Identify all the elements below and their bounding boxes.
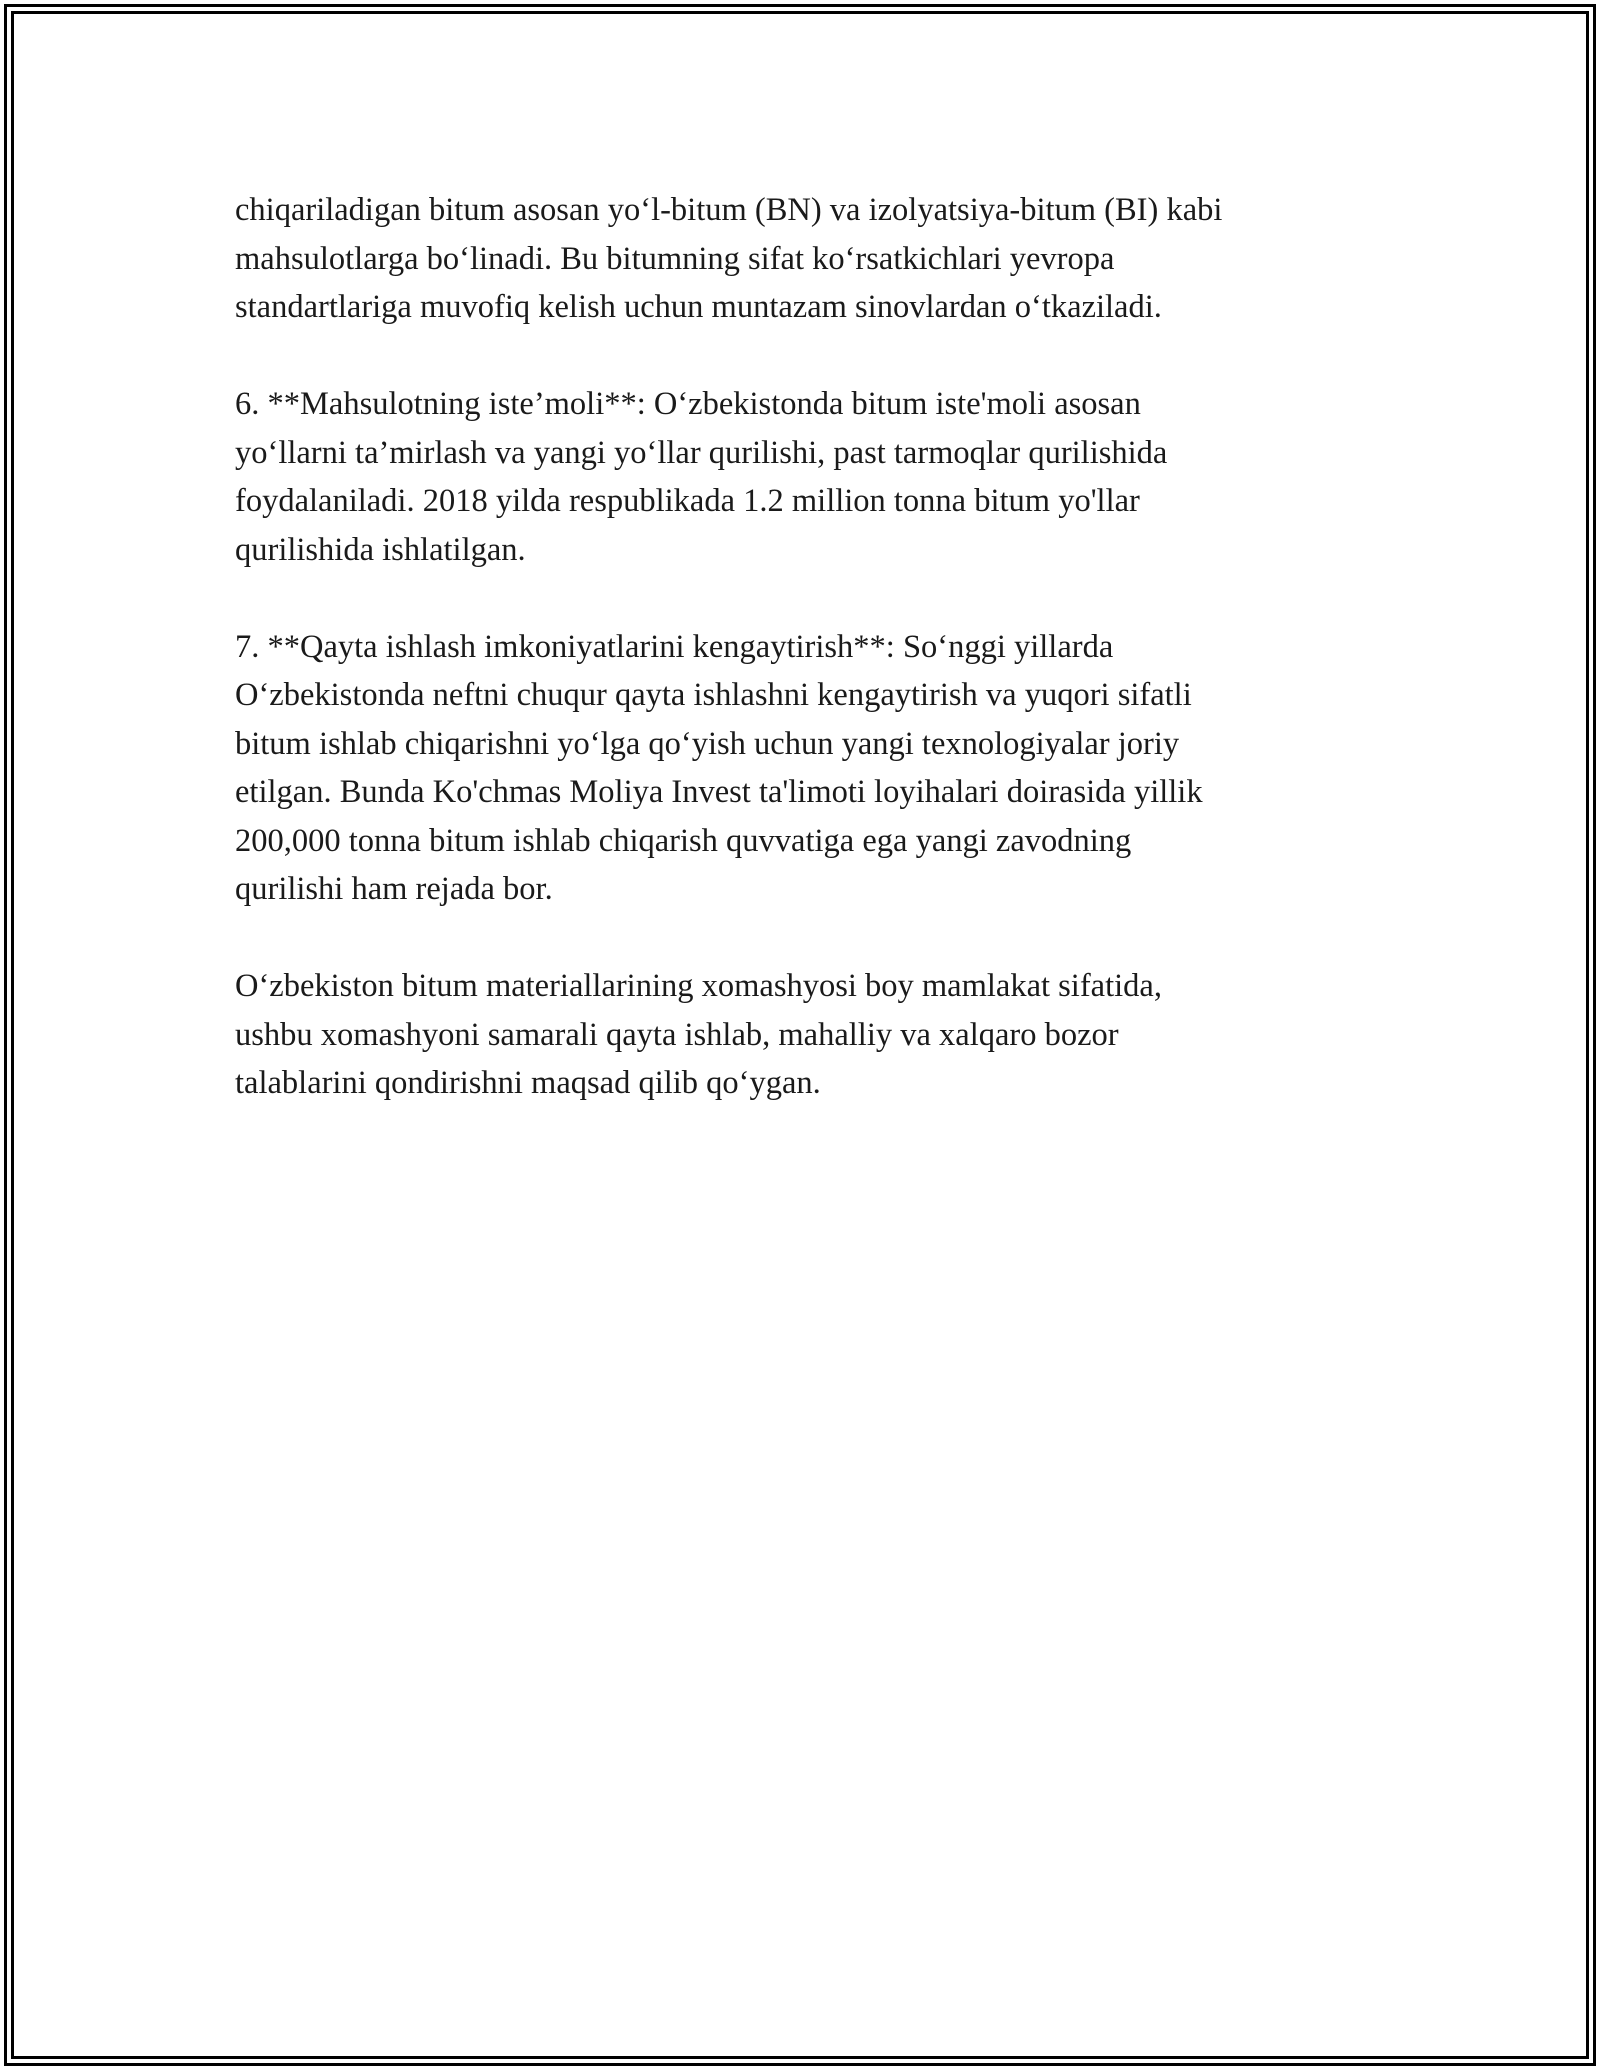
paragraph-conclusion: O‘zbekiston bitum materiallarining xomashyosi boy mamlakat sifatida, ushbu xomashyoni samarali qayta ishlab, mahalliy va xalqaro bozor talablarini qondirishni maqsad qilib qo‘ygan. xyxy=(235,968,1162,1101)
paragraph-consumption: 6. **Mahsulotning iste’moli**: O‘zbekistonda bitum iste'moli asosan yo‘llarni ta’mirlash va yangi yo‘llar qurilishi, past tarmoqlar qurilishida foydalaniladi. 2018 yilda respublikada 1.2 million tonna bitum yo'llar qurilishida ishlatilgan. xyxy=(235,386,1168,568)
paragraph-bitum-types: chiqariladigan bitum asosan yo‘l-bitum (BN) va izolyatsiya-bitum (BI) kabi mahsulotlarga bo‘linadi. Bu bitumning sifat ko‘rsatkichlari yevropa standartlariga muvofiq kelish uchun muntazam sinovlardan o‘tkaziladi. xyxy=(235,192,1223,325)
document-body xyxy=(235,186,1365,1156)
paragraph-processing-expansion: 7. **Qayta ishlash imkoniyatlarini kengaytirish**: So‘nggi yillarda O‘zbekistonda neftni chuqur qayta ishlashni kengaytirish va yuqori sifatli bitum ishlab chiqarishni yo‘lga qo‘yish uchun yangi texnologiyalar joriy etilgan. Bunda Ko'chmas Moliya Invest ta'limoti loyihalari doirasida yillik 200,000 tonna bitum ishlab chiqarish quvvatiga ega yangi zavodning qurilishi ham rejada bor. xyxy=(235,628,1203,907)
